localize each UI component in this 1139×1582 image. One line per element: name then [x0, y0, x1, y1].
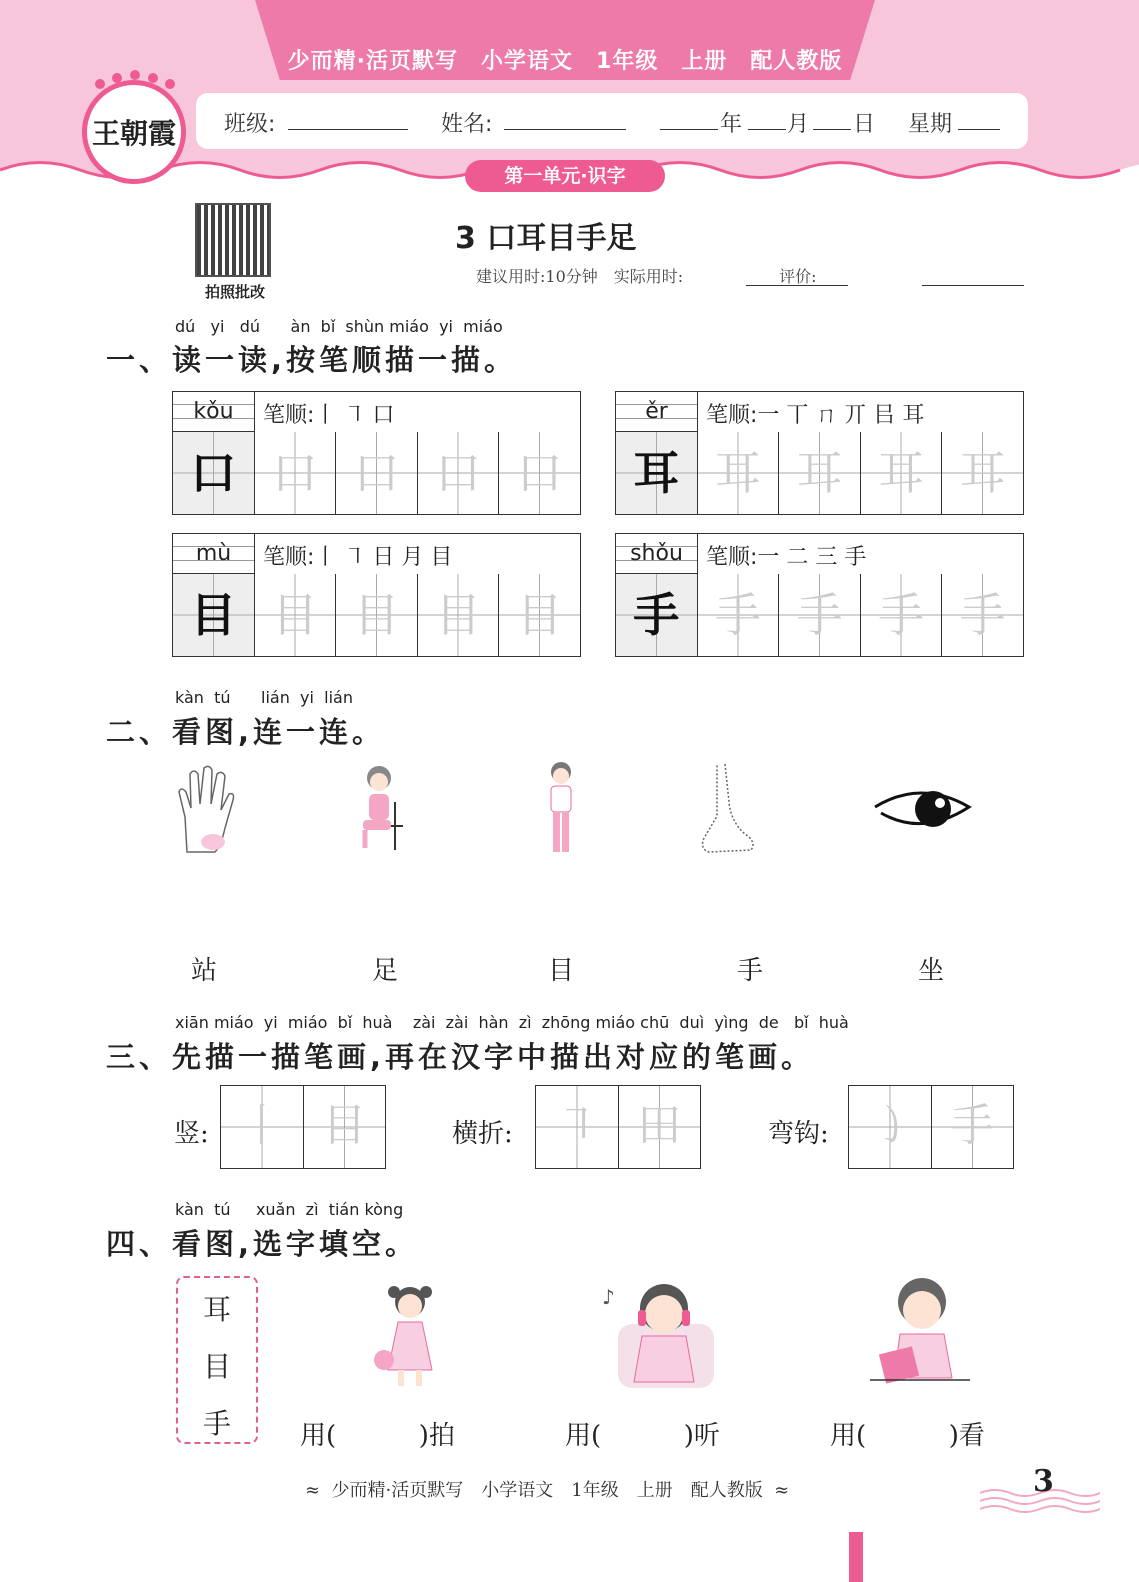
stroke-grid-hengzhe [535, 1085, 701, 1169]
choice-char: 目 [202, 1350, 231, 1383]
char-pinyin: kǒu [173, 392, 255, 432]
s2-pinyin: kàn tú lián yi lián [175, 688, 353, 707]
fill-blank-look[interactable]: 用( )看 [830, 1421, 985, 1451]
word-option[interactable]: 目 [548, 956, 575, 986]
actual-time-field[interactable] [746, 285, 848, 286]
trace-cell[interactable]: 口 [336, 432, 418, 514]
svg-text:♪: ♪ [602, 1285, 615, 1309]
student-info-bar [196, 93, 1028, 149]
logo-text: 王朝霞 [91, 117, 176, 150]
s3-pinyin: xiān miáo yi miáo bǐ huà zài zài hàn zì zhōng miáo chū duì yìng de bǐ huà [175, 1013, 849, 1032]
s2-heading: 二、看图,连一连。 [106, 715, 386, 749]
year-field[interactable] [660, 107, 718, 130]
char-box-kou [172, 391, 581, 515]
trace-cell[interactable]: 手 [779, 574, 861, 656]
trace-cell[interactable]: 口 [499, 432, 580, 514]
logo-stars-icon [92, 70, 178, 92]
word-option[interactable]: 站 [191, 956, 218, 986]
s4-heading: 四、看图,选字填空。 [106, 1227, 419, 1261]
word-option[interactable]: 手 [737, 956, 764, 986]
trace-cell[interactable]: 手 [698, 574, 780, 656]
trace-cell[interactable]: 手 [932, 1086, 1014, 1168]
day-field[interactable] [813, 107, 851, 130]
hand-icon[interactable] [175, 762, 239, 854]
stroke-label: 横折: [452, 1119, 513, 1149]
page-number: 3 [1033, 1464, 1054, 1499]
trace-cell[interactable]: ㇁ [849, 1086, 932, 1168]
trace-cell[interactable]: 耳 [779, 432, 861, 514]
eye-icon[interactable] [873, 785, 973, 835]
trace-cell[interactable]: 耳 [698, 432, 780, 514]
word-option[interactable]: 坐 [918, 956, 945, 986]
series-title: 少而精·活页默写 小学语文 1年级 上册 配人教版 [287, 49, 843, 74]
fill-blank-pat[interactable]: 用( )拍 [300, 1421, 455, 1451]
class-field[interactable] [288, 107, 408, 130]
char-pinyin: ěr [616, 392, 698, 432]
trace-cell[interactable]: ㇕ [536, 1086, 619, 1168]
s1-heading: 一、读一读,按笔顺描一描。 [106, 343, 518, 377]
model-char: 耳 [616, 432, 698, 514]
page-edge-marker [849, 1532, 863, 1582]
trace-cell[interactable]: 田 [619, 1086, 701, 1168]
class-label: 班级: [224, 112, 276, 137]
trace-cell[interactable]: 目 [418, 574, 500, 656]
month-field[interactable] [748, 107, 786, 130]
qr-label: 拍照批改 [204, 283, 265, 301]
girl-bouncing-ball-icon [372, 1282, 442, 1394]
day-label: 日 [853, 112, 876, 137]
trace-cell[interactable]: 目 [336, 574, 418, 656]
footer-text: ≈ 少而精·活页默写 小学语文 1年级 上册 配人教版 ≈ [305, 1480, 790, 1501]
stroke-grid-shu [220, 1085, 386, 1169]
trace-cell[interactable]: 耳 [861, 432, 943, 514]
trace-cell[interactable]: 目 [499, 574, 580, 656]
stroke-grid-wangou [848, 1085, 1014, 1169]
fill-blank-listen[interactable]: 用( )听 [565, 1421, 720, 1451]
model-char: 口 [173, 432, 255, 514]
month-label: 月 [787, 112, 810, 137]
word-option[interactable]: 足 [372, 956, 399, 986]
s1-pinyin: dú yi dú àn bǐ shùn miáo yi miáo [175, 317, 503, 336]
trace-cell[interactable]: 耳 [942, 432, 1023, 514]
time-line: 建议用时:10分钟 实际用时: 评价: [476, 267, 817, 286]
choice-char: 手 [202, 1407, 231, 1440]
girl-with-headphones-icon [598, 1274, 720, 1392]
s3-heading: 三、先描一描笔画,再在汉字中描出对应的笔画。 [106, 1040, 815, 1074]
boy-reading-icon [870, 1274, 970, 1390]
evaluation-field[interactable] [922, 285, 1024, 286]
char-pinyin: shǒu [616, 534, 698, 574]
trace-cell[interactable]: 手 [861, 574, 943, 656]
name-field[interactable] [504, 107, 626, 130]
weekday-label: 星期 [908, 112, 953, 137]
trace-cell[interactable]: 丨 [221, 1086, 304, 1168]
qr-code-icon[interactable] [195, 203, 271, 277]
s4-pinyin: kàn tú xuǎn zì tián kòng [175, 1200, 404, 1219]
weekday-field[interactable] [958, 107, 1000, 130]
trace-cell[interactable]: 手 [942, 574, 1023, 656]
standing-child-icon[interactable] [542, 760, 580, 856]
stroke-order: 笔顺:丨 ㇕ 口 [263, 403, 395, 428]
char-box-mu [172, 533, 581, 657]
stroke-order: 笔顺:一 丅 ㄇ 丌 㠯 耳 [706, 403, 925, 428]
trace-cell[interactable]: 口 [255, 432, 337, 514]
trace-cell[interactable]: 目 [255, 574, 337, 656]
unit-label: 第一单元·识字 [465, 160, 665, 192]
sitting-child-icon[interactable] [355, 762, 407, 852]
choice-char: 耳 [202, 1293, 231, 1326]
char-pinyin: mù [173, 534, 255, 574]
model-char: 手 [616, 574, 698, 656]
char-box-er [615, 391, 1024, 515]
year-label: 年 [720, 112, 743, 137]
name-label: 姓名: [441, 112, 493, 137]
char-box-shou [615, 533, 1024, 657]
stroke-label: 竖: [174, 1119, 209, 1149]
trace-cell[interactable]: 目 [304, 1086, 386, 1168]
stroke-order: 笔顺:丨 ㇕ 日 月 目 [263, 545, 453, 570]
stroke-label: 弯钩: [768, 1119, 829, 1149]
foot-icon[interactable] [695, 762, 765, 854]
lesson-title: 3 口耳目手足 [455, 221, 637, 256]
model-char: 目 [173, 574, 255, 656]
stroke-order: 笔顺:一 二 三 手 [706, 545, 867, 570]
trace-cell[interactable]: 口 [418, 432, 500, 514]
